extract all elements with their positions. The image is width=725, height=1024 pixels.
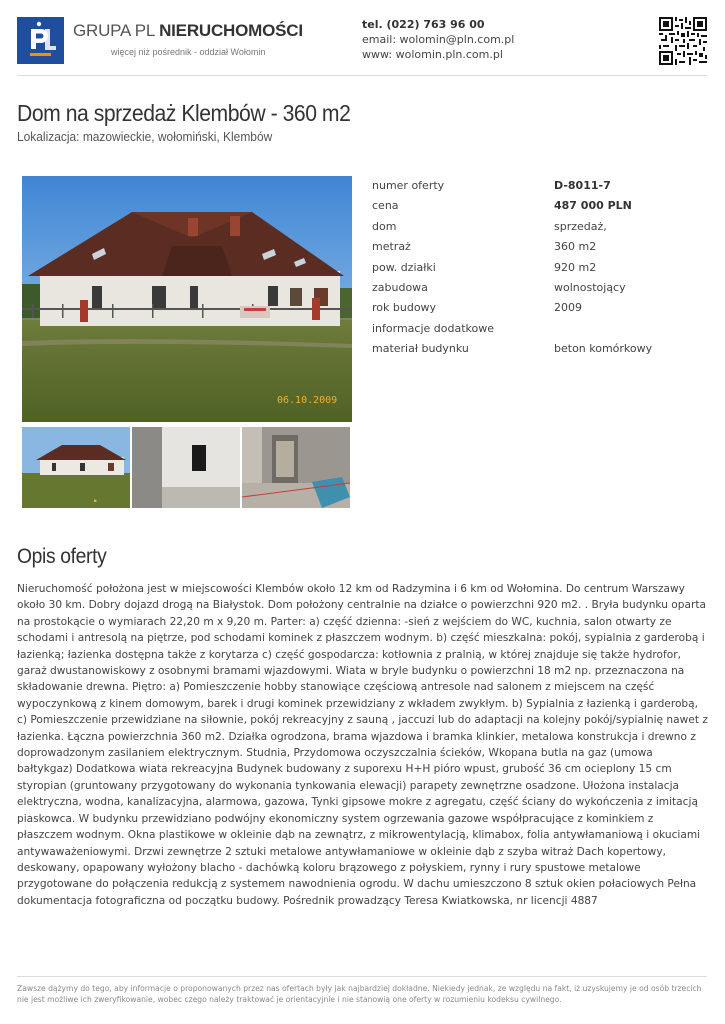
brand-name: GRUPA PL NIERUCHOMOŚCI: [73, 21, 303, 40]
website-address[interactable]: www: wolomin.pln.com.pl: [362, 48, 503, 61]
detail-value: 920 m2: [554, 260, 597, 274]
detail-label: rok budowy: [372, 301, 437, 315]
email-address[interactable]: email: wolomin@pln.com.pl: [362, 33, 515, 46]
detail-label: pow. działki: [372, 260, 436, 274]
listing-details: [372, 176, 692, 360]
detail-value: D-8011-7: [554, 179, 611, 192]
detail-value: beton komórkowy: [554, 342, 653, 356]
listing-location: Lokalizacja: mazowieckie, wołomiński, Klembów: [17, 129, 273, 144]
description-heading: Opis oferty: [17, 545, 107, 568]
photo-date-stamp: 06.10.2009: [277, 395, 338, 406]
brand-tagline: więcej niż pośrednik - oddział Wołomin: [111, 47, 266, 57]
detail-label: informacje dodatkowe: [372, 321, 495, 335]
detail-row: [372, 278, 692, 298]
thumbnail-house-exterior[interactable]: [22, 427, 130, 508]
pl-logo-icon: [17, 17, 64, 64]
detail-row: [372, 196, 692, 216]
description-text: Nieruchomość położona jest w miejscowości Klembów około 12 km od Radzymina i 6 km od Wołomina. Do centrum Warszawy około 30 km. Dobry dojazd drogą na Białystok. Dom położony centralnie na działce o powierzchni 920 m2. . Bryła budynku oparta na prostokącie o wymiarach 22,20 m x 9,20 m. Parter: a) część dzienna: -sień z wejściem do WC, kuchnia, salon otwarty ze schodami i antresolą na piętrze, pod schodami kominek z płaszczem wodnym. b) część mieszkalna: pokój, sypialnia z garderobą i łazienką; łazienka dostępna także z korytarza c) część gospodarcza: kotłownia z pralnią, w której znajduje się także hydrofor, garaż dwustanowiskowy z osobnymi bramami wjazdowymi. Wiata w bryle budynku o powierzchni 18 m2 np. przeznaczona na składowanie drewna. Piętro: a) Pomieszczenie hobby stanowiące częściową antresole nad salonem z miejscem na część wypoczynkową z kinem domowym, barek i drugi kominek przewidziany z wkładem zwykłym. b) Sypialnia z łazienką i garderobą, c) Pomieszczenie przewidziane na siłownie, pokój rekreacyjny z sauną , jaccuzi lub do adaptacji na kolejny pokój/sypialnię nawet z łazienka. Łączna powierzchnia 360 m2. Działka ogrodzona, brama wjazdowa i bramka klinkier, metalowa konstrukcja i drewno z doprowadzonym zasilaniem elektrycznym. Studnia, Przydomowa oczyszczalnia ścieków, Wkopana butla na gaz (umowa bałtykgaz) Dodatkowa wiata rekreacyjna Budynek budowany z suporexu H+H pióro wpust, grubość 36 cm ocieplony 15 cm styropian (gruntowany przygotowany do wykonania tynkowania elewacji) parapety zewnętrzne osadzone. Ułożona instalacja elektryczna, wodna, kanalizacyjna, alarmowa, gazowa, Tynki gipsowe mokre z agregatu, część ściany do wykończenia z imitacją piaskowca. W budynku przewidziano podwójny ekonomiczny system ogrzewania gazowe współpracujące z kominkiem z płaszczem wodnym. Okna plastikowe w okleinie dąb na zewnątrz, z mikrowentylacją, klimabox, folia antywłamaniową i okuciami antywaważeniowymi. Drzwi zewnętrze 2 sztuki metalowe antywłamaniowe w okleinie dąb z szyba witraż Dach kopertowy, deskowany, opapowany wyłożony blacho - dachówką koloru brązowego z połyskiem, rynny i rury spustowe metalowe przygotowane do połączenia redukcją z systemem nawodnienia ogrodu. W dachu umieszczono 8 sztuk okien połaciowych Pełna dokumentacja fotograficzna od początku budowy. Pośrednik prowadzący Teresa Kwiatkowska, nr licencji 4887: [17, 583, 708, 907]
detail-row: [372, 258, 692, 278]
detail-label: metraż: [372, 240, 411, 254]
listing-title: Dom na sprzedaż Klembów - 360 m2: [17, 100, 351, 126]
detail-label: cena: [372, 199, 399, 213]
company-logo: [17, 17, 64, 64]
thumbnail-interior-attic[interactable]: [132, 427, 240, 508]
detail-value: sprzedaż,: [554, 219, 607, 233]
detail-row: [372, 339, 692, 359]
detail-value: 2009: [554, 301, 582, 315]
detail-value: 487 000 PLN: [554, 199, 632, 213]
detail-row: [372, 237, 692, 257]
detail-label: numer oferty: [372, 179, 445, 192]
detail-row: [372, 217, 692, 237]
main-house-photo[interactable]: [22, 176, 352, 422]
detail-row: [372, 176, 692, 196]
detail-label: dom: [372, 219, 397, 233]
thumbnail-interior-room[interactable]: [242, 427, 350, 508]
footer-divider: [17, 976, 707, 977]
header-divider: [17, 75, 707, 76]
detail-row: [372, 319, 692, 339]
detail-value: 360 m2: [554, 240, 597, 254]
detail-row: [372, 298, 692, 318]
phone-number[interactable]: tel. (022) 763 96 00: [362, 18, 485, 31]
detail-label: materiał budynku: [372, 342, 469, 356]
detail-label: zabudowa: [372, 280, 428, 294]
contact-block: [362, 17, 514, 62]
svg-text:■: ■: [94, 498, 97, 503]
detail-value: wolnostojący: [554, 280, 626, 294]
footer-disclaimer: Zawsze dążymy do tego, aby informacje o proponowanych przez nas ofertach były jak najbardziej dokładne. Niekiedy jednak, ze względu na fakt, iż uzyskujemy je od osób trzecich nie jest możliwe ich zweryfikowanie, wobec czego należy traktować je orientacyjnie i nie stanowią one oferty w rozumieniu kodeksu cywilnego.: [17, 984, 702, 1004]
qr-code-icon: [659, 17, 707, 65]
